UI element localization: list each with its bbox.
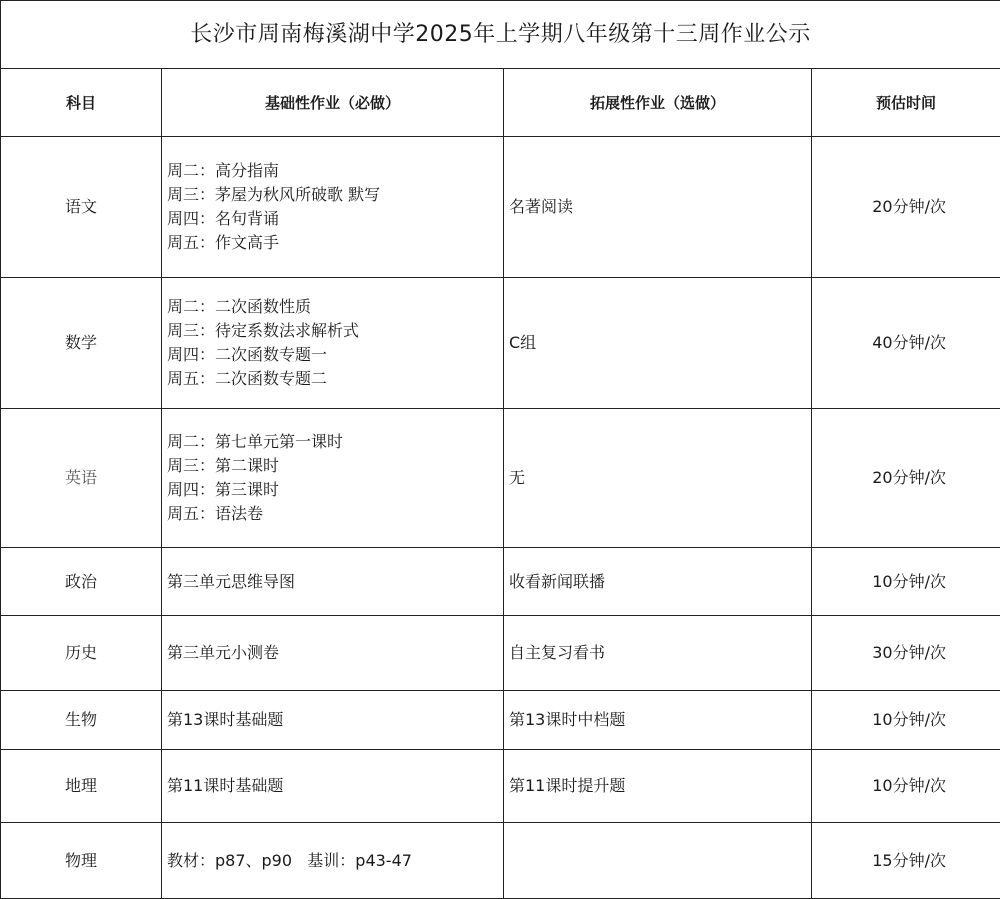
time-cell: 20分钟/次 xyxy=(812,409,1000,548)
subject-cell: 物理 xyxy=(1,823,162,899)
time-cell: 10分钟/次 xyxy=(812,691,1000,750)
basic-line: 教材：p87、p90 基训：p43-47 xyxy=(167,849,503,873)
header-row xyxy=(1,69,1000,137)
basic-line: 周四：二次函数专题一 xyxy=(167,343,503,367)
header-extended: 拓展性作业（选做） xyxy=(504,69,812,137)
basic-line: 周五：二次函数专题二 xyxy=(167,367,503,391)
time-cell: 20分钟/次 xyxy=(812,137,1000,278)
title-row xyxy=(1,1,1000,69)
table-row xyxy=(1,137,1000,278)
basic-cell xyxy=(162,823,504,899)
extended-cell: 无 xyxy=(504,409,812,548)
extended-cell: 名著阅读 xyxy=(504,137,812,278)
extended-cell: 自主复习看书 xyxy=(504,616,812,691)
basic-line: 周三：待定系数法求解析式 xyxy=(167,319,503,343)
basic-cell xyxy=(162,409,504,548)
basic-line: 第三单元小测卷 xyxy=(167,641,503,665)
basic-line: 周四：名句背诵 xyxy=(167,207,503,231)
subject-cell: 历史 xyxy=(1,616,162,691)
extended-cell: C组 xyxy=(504,278,812,409)
basic-line: 周二：高分指南 xyxy=(167,159,503,183)
basic-line: 周五：语法卷 xyxy=(167,502,503,526)
table-row xyxy=(1,691,1000,750)
basic-line: 第11课时基础题 xyxy=(167,774,503,798)
time-cell: 40分钟/次 xyxy=(812,278,1000,409)
extended-cell: 第13课时中档题 xyxy=(504,691,812,750)
basic-line: 第13课时基础题 xyxy=(167,708,503,732)
time-cell: 15分钟/次 xyxy=(812,823,1000,899)
page-title: 长沙市周南梅溪湖中学2025年上学期八年级第十三周作业公示 xyxy=(1,1,1000,69)
table-row xyxy=(1,278,1000,409)
time-cell: 30分钟/次 xyxy=(812,616,1000,691)
basic-line: 周二：二次函数性质 xyxy=(167,295,503,319)
extended-cell xyxy=(504,823,812,899)
basic-line: 第三单元思维导图 xyxy=(167,570,503,594)
basic-cell xyxy=(162,278,504,409)
subject-cell: 生物 xyxy=(1,691,162,750)
extended-cell: 收看新闻联播 xyxy=(504,548,812,616)
basic-cell xyxy=(162,750,504,823)
subject-cell: 英语 xyxy=(1,409,162,548)
time-cell: 10分钟/次 xyxy=(812,750,1000,823)
subject-cell: 语文 xyxy=(1,137,162,278)
basic-cell xyxy=(162,616,504,691)
basic-cell xyxy=(162,691,504,750)
table-row xyxy=(1,823,1000,899)
basic-cell xyxy=(162,137,504,278)
basic-line: 周三：茅屋为秋风所破歌 默写 xyxy=(167,183,503,207)
table-row xyxy=(1,409,1000,548)
basic-line: 周三：第二课时 xyxy=(167,454,503,478)
extended-cell: 第11课时提升题 xyxy=(504,750,812,823)
table-row xyxy=(1,548,1000,616)
subject-cell: 数学 xyxy=(1,278,162,409)
basic-cell xyxy=(162,548,504,616)
header-basic: 基础性作业（必做） xyxy=(162,69,504,137)
time-cell: 10分钟/次 xyxy=(812,548,1000,616)
subject-cell: 地理 xyxy=(1,750,162,823)
header-time: 预估时间 xyxy=(812,69,1000,137)
basic-line: 周五：作文高手 xyxy=(167,231,503,255)
header-subject: 科目 xyxy=(1,69,162,137)
table-row xyxy=(1,750,1000,823)
basic-line: 周四：第三课时 xyxy=(167,478,503,502)
table-row xyxy=(1,616,1000,691)
subject-cell: 政治 xyxy=(1,548,162,616)
basic-line: 周二：第七单元第一课时 xyxy=(167,430,503,454)
